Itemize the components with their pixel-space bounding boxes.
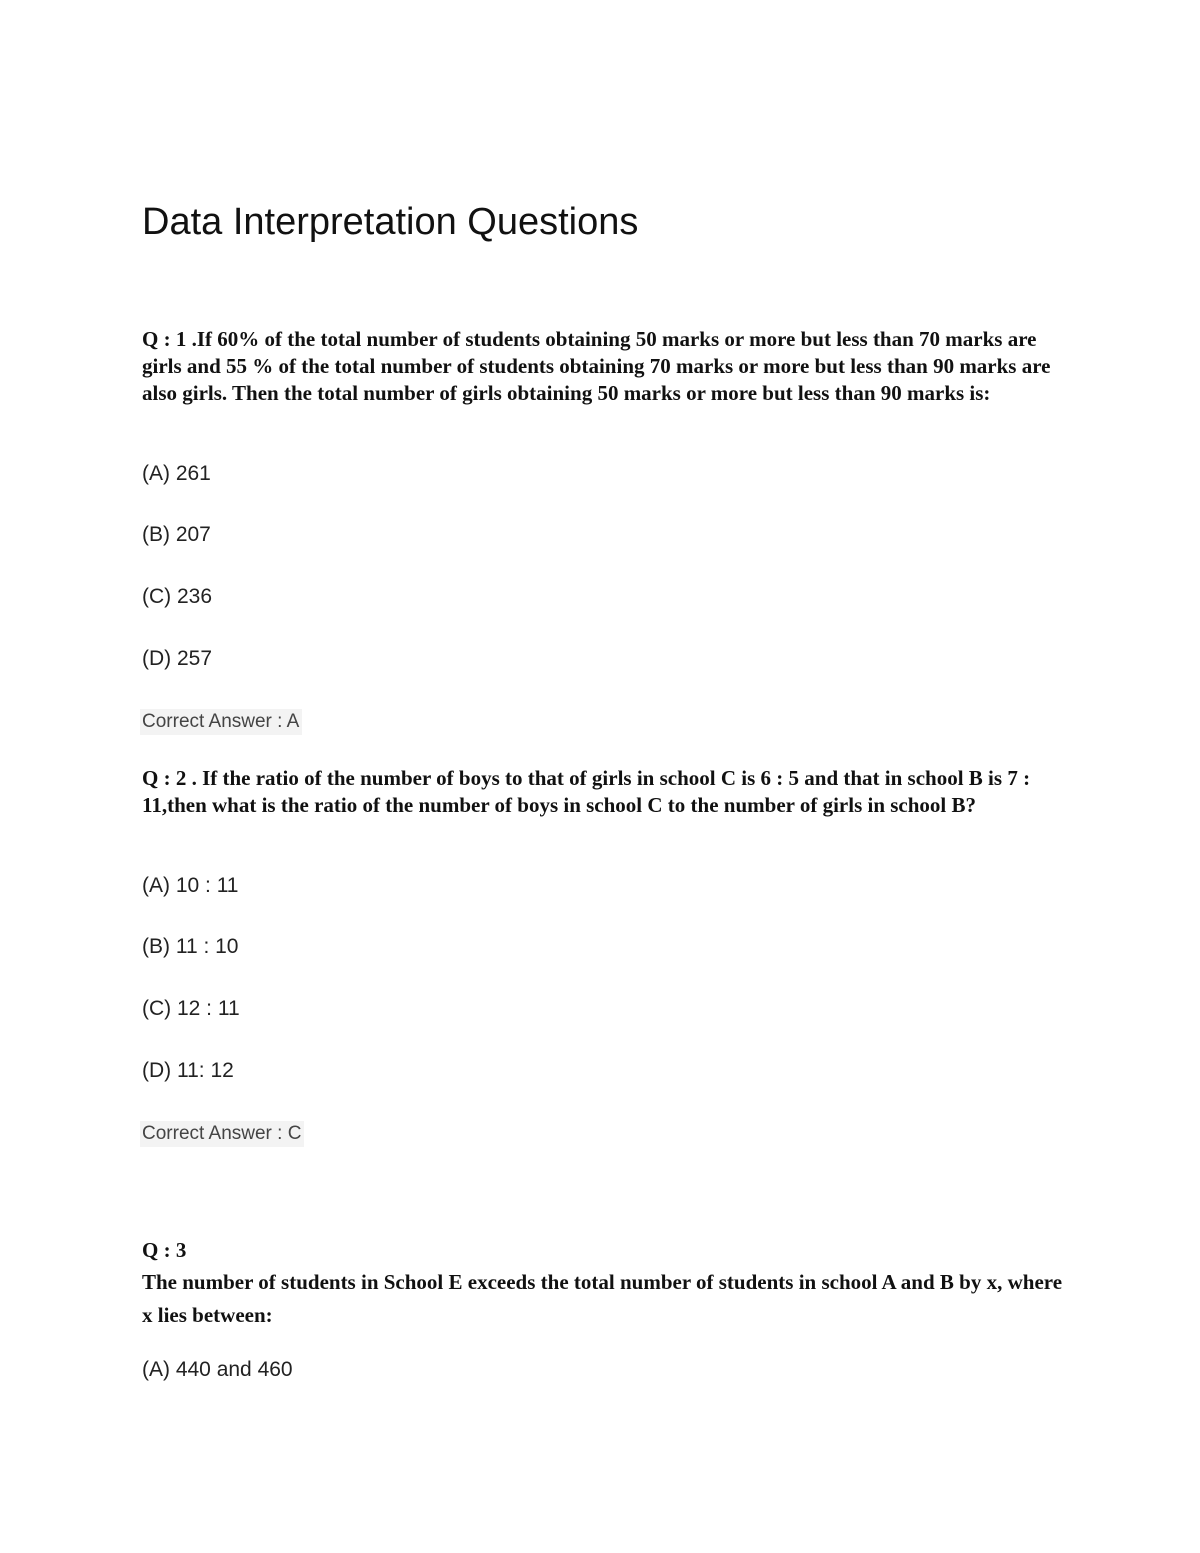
question-3-text: The number of students in School E exceeds the total number of students in school A and B by x, where x lies between:: [142, 1270, 1063, 1327]
question-2-option-c: (C) 12 : 11: [142, 997, 240, 1020]
question-1-correct-answer: Correct Answer : A: [140, 709, 302, 735]
page-title: Data Interpretation Questions: [142, 201, 639, 243]
question-2-correct-answer: Correct Answer : C: [140, 1121, 304, 1147]
question-2-text: Q : 2 . If the ratio of the number of boys to that of girls in school C is 6 : 5 and that in school B is 7 : 11,then what is the ratio of the number of boys in school C to the number of girls in school B?: [142, 766, 1031, 817]
question-1-option-c: (C) 236: [142, 585, 213, 608]
question-1-option-a: (A) 261: [142, 462, 211, 485]
question-3-option-a: (A) 440 and 460: [142, 1358, 293, 1381]
question-2-option-b: (B) 11 : 10: [142, 935, 239, 958]
question-1-option-b: (B) 207: [142, 523, 211, 546]
question-3-number: Q : 3: [142, 1238, 187, 1262]
question-1-text: Q : 1 .If 60% of the total number of students obtaining 50 marks or more but less than 70 marks are girls and 55 % of the total number of students obtaining 70 marks or more but less than 90 marks are also girls. Then the total number of girls obtaining 50 marks or more but less than 90 marks is:: [142, 327, 1051, 405]
question-2-option-d: (D) 11: 12: [142, 1059, 234, 1082]
question-1-option-d: (D) 257: [142, 647, 213, 670]
question-2-option-a: (A) 10 : 11: [142, 874, 239, 897]
